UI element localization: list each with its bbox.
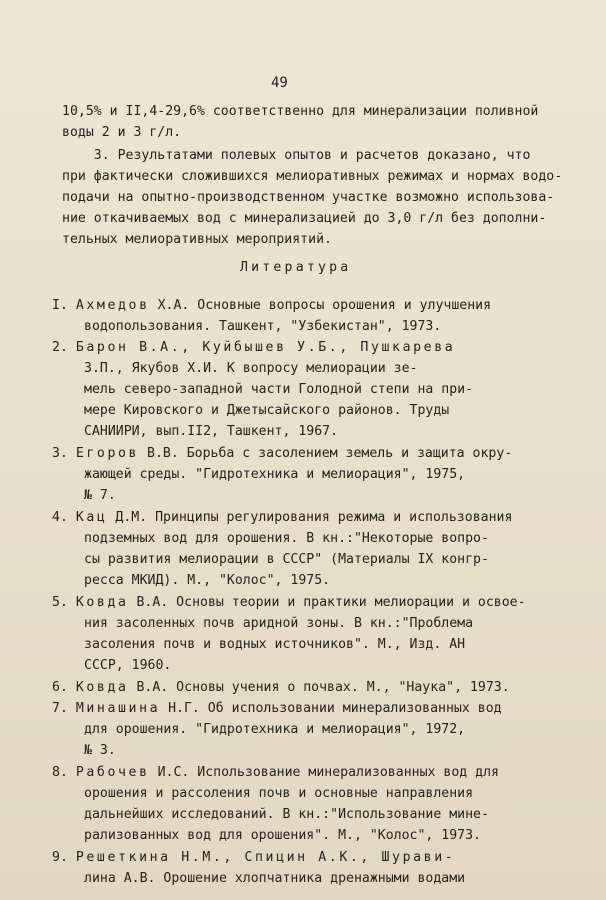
reference-text: И.С. Использование минерализованных вод для <box>149 765 499 780</box>
reference-continuation: орошения и рассоления почв и основные направления <box>84 786 474 801</box>
reference-continuation: дальнейших исследований. В кн.:"Использование мине- <box>84 807 489 822</box>
reference-item <box>52 338 455 357</box>
reference-continuation: СССР, 1960. <box>84 658 172 673</box>
reference-text: В.А. Основы учения о почвах. М., "Наука", 1973. <box>128 680 510 695</box>
reference-author: Ковда <box>75 595 129 610</box>
reference-number: 6. <box>52 680 68 695</box>
reference-number: I. <box>52 298 68 313</box>
reference-continuation: № 7. <box>84 488 116 503</box>
body-line: 10,5% и II,4-29,6% соответственно для минерализации поливной <box>62 104 539 119</box>
body-line: 3. Результатами полевых опытов и расчетов доказано, что <box>62 148 531 163</box>
reference-continuation: ния засоленных почв аридной зоны. В кн.:"Проблема <box>84 616 474 631</box>
reference-continuation: рализованных вод для орошения". М., "Колос", 1973. <box>84 828 481 843</box>
body-line: подачи на опытно-производственном участке возможно использова- <box>62 190 555 205</box>
reference-continuation: мель северо-западной части Голодной степи на при- <box>84 382 474 397</box>
reference-text: В.А. Основы теории и практики мелиорации и освое- <box>128 595 526 610</box>
reference-continuation: водопользования. Ташкент, "Узбекистан", 1973. <box>84 319 442 334</box>
reference-item <box>52 678 510 697</box>
reference-item <box>52 296 491 315</box>
reference-text: В.В. Борьба с засолением земель и защита окру- <box>139 446 513 461</box>
reference-continuation: лина А.В. Орошение хлопчатника дренажными водами <box>84 871 466 886</box>
bibliography-heading: Литература <box>240 260 352 275</box>
reference-number: 5. <box>52 595 68 610</box>
page-number: 49 <box>271 75 288 91</box>
reference-continuation: САНИИРИ, вып.II2, Ташкент, 1967. <box>84 424 339 439</box>
reference-continuation: для орошения. "Гидротехника и мелиорация", 1972, <box>84 722 466 737</box>
reference-number: 8. <box>52 765 68 780</box>
reference-text: Х.А. Основные вопросы орошения и улучшения <box>149 298 492 313</box>
reference-author: Барон <box>75 340 129 355</box>
reference-author: Ахмедов <box>75 298 150 313</box>
reference-number: 3. <box>52 446 68 461</box>
body-line: тельных мелиоративных мероприятий. <box>62 232 332 247</box>
body-line: воды 2 и 3 г/л. <box>62 125 182 140</box>
body-line: ние откачиваемых вод с минерализацией до 3,0 г/л без дополни- <box>62 211 547 226</box>
reference-continuation: жающей среды. "Гидротехника и мелиорация", 1975, <box>84 467 466 482</box>
reference-continuation: мере Кировского и Джетысайского районов. Труды <box>84 403 450 418</box>
reference-text: Н.Г. Об использовании минерализованных вод <box>160 701 502 716</box>
reference-item <box>52 444 512 463</box>
reference-number: 9. <box>52 850 68 865</box>
body-line: при фактически сложившихся мелиоративных режимах и нормах водо- <box>62 169 563 184</box>
reference-number: 2. <box>52 340 68 355</box>
reference-item <box>52 699 502 718</box>
reference-item <box>52 593 526 612</box>
reference-item <box>52 508 512 527</box>
reference-author: Рабочев <box>75 765 150 780</box>
reference-author: Кац <box>75 510 108 525</box>
reference-continuation: ресса МКИД). М., "Колос", 1975. <box>84 573 331 588</box>
reference-number: 4. <box>52 510 68 525</box>
reference-item <box>52 848 455 867</box>
reference-number: 7. <box>52 701 68 716</box>
reference-author: Решеткина <box>75 850 171 865</box>
reference-item <box>52 763 499 782</box>
reference-text: Н.М., Спицин А.К., Шурави- <box>170 850 456 865</box>
reference-author: Ковда <box>75 680 129 695</box>
reference-continuation: № 3. <box>84 743 116 758</box>
reference-text: В.А., Куйбышев У.Б., Пушкарева <box>128 340 456 355</box>
reference-text: Д.М. Принципы регулирования режима и использования <box>107 510 513 525</box>
reference-continuation: подземных вод для орошения. В кн.:"Некоторые вопро- <box>84 531 489 546</box>
reference-continuation: засоления почв и водных источников". М., Изд. АН <box>84 637 466 652</box>
reference-author: Егоров <box>75 446 140 461</box>
reference-author: Минашина <box>75 701 161 716</box>
reference-continuation: З.П., Якубов Х.И. К вопросу мелиорации зе- <box>84 361 418 376</box>
reference-continuation: сы развития мелиорации в СССР" (Материалы IX конгр- <box>84 552 489 567</box>
